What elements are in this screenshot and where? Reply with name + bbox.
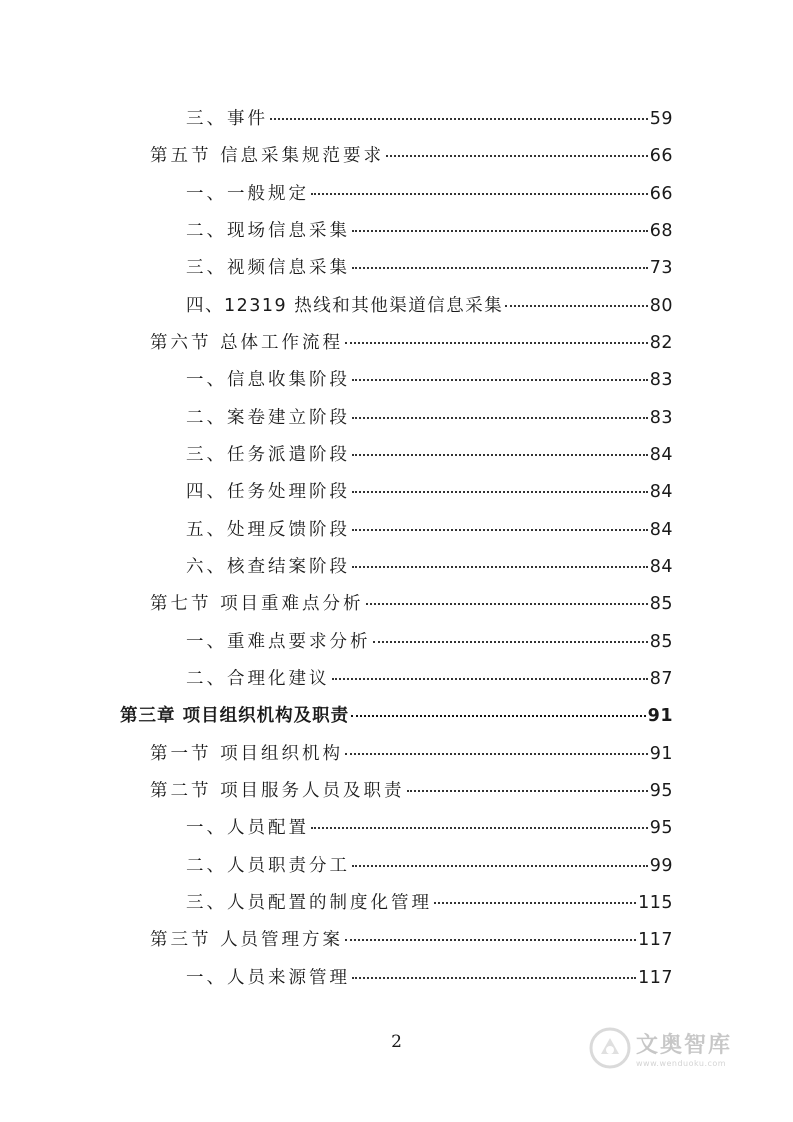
dot-leader [352,267,648,269]
toc-entry-page: 99 [649,856,673,876]
watermark [588,1018,758,1078]
dot-leader [407,790,648,792]
toc-entry-page: 117 [638,930,673,950]
toc-entry-label: 第六节 总体工作流程 [150,333,344,353]
toc-entry-page: 82 [649,333,673,353]
dot-leader [352,977,636,979]
toc-entry[interactable] [150,742,673,766]
dot-leader [345,753,648,755]
dot-leader [345,939,636,941]
toc-entry-label: 四、任务处理阶段 [186,482,350,502]
watermark-brand: 文奥智库 [636,1033,733,1058]
dot-leader [386,155,648,157]
toc-entry-page: 85 [649,632,673,652]
dot-leader [352,491,648,493]
toc-entry-label: 一、人员配置 [186,818,309,838]
toc-entry[interactable] [186,107,673,131]
toc-entry-page: 59 [649,109,673,129]
toc-entry[interactable] [186,480,673,504]
toc-entry-page: 115 [638,893,673,913]
dot-leader [332,678,648,680]
toc-entry[interactable] [186,630,673,654]
toc-entry[interactable] [186,667,673,691]
toc-entry-page: 117 [638,968,673,988]
toc-entry-label: 第三章 项目组织机构及职责 [120,706,350,726]
toc-entry-page: 95 [649,818,673,838]
dot-leader [434,902,636,904]
toc-entry-page: 95 [649,781,673,801]
toc-chapter-entry[interactable] [120,704,673,728]
toc-entry-label: 三、事件 [186,109,268,129]
toc-entry[interactable] [186,518,673,542]
toc-entry-page: 80 [649,296,673,316]
toc-entry-label: 五、处理反馈阶段 [186,520,350,540]
watermark-url: www.wenduoku.com [636,1059,727,1068]
toc-entry[interactable] [186,368,673,392]
dot-leader [270,118,648,120]
toc-entry[interactable] [186,256,673,280]
toc-entry[interactable] [150,779,673,803]
toc-entry[interactable] [186,966,673,990]
toc-entry-label: 一、一般规定 [186,184,309,204]
toc-entry-label: 二、人员职责分工 [186,856,350,876]
toc-entry-label: 一、重难点要求分析 [186,632,371,652]
toc-entry-page: 66 [649,184,673,204]
toc-entry-page: 84 [649,445,673,465]
toc-entry-label: 四、12319 热线和其他渠道信息采集 [186,296,504,316]
dot-leader [311,193,648,195]
toc-entry[interactable] [186,219,673,243]
toc-entry[interactable] [150,331,673,355]
watermark-logo-icon [588,1026,632,1070]
toc-entry-label: 第二节 项目服务人员及职责 [150,781,405,801]
toc-entry-label: 第五节 信息采集规范要求 [150,146,385,166]
toc-entry[interactable] [186,891,673,915]
dot-leader [352,454,648,456]
toc-entry-label: 三、人员配置的制度化管理 [186,893,432,913]
toc-entry-page: 83 [649,370,673,390]
dot-leader [352,566,648,568]
dot-leader [352,865,648,867]
dot-leader [352,417,648,419]
toc-entry-page: 66 [649,146,673,166]
toc-entry-label: 三、视频信息采集 [186,258,350,278]
toc-entry-label: 第一节 项目组织机构 [150,744,344,764]
toc-entry-page: 73 [649,258,673,278]
dot-leader [352,230,648,232]
toc-entry-page: 68 [649,221,673,241]
dot-leader [345,342,648,344]
toc-entry-page: 91 [647,706,673,726]
toc-entry-label: 一、信息收集阶段 [186,370,350,390]
toc-entry[interactable] [186,555,673,579]
dot-leader [352,379,648,381]
toc-entry[interactable] [186,406,673,430]
toc-entry[interactable] [150,928,673,952]
dot-leader [505,305,647,307]
page-number: 2 [391,1032,402,1052]
toc-entry-page: 84 [649,520,673,540]
toc-entry-label: 一、人员来源管理 [186,968,350,988]
toc-entry-page: 83 [649,408,673,428]
dot-leader [373,641,648,643]
toc-entry[interactable] [186,182,673,206]
toc-entry-label: 第七节 项目重难点分析 [150,594,364,614]
toc-entry[interactable] [150,144,673,168]
toc-entry-label: 二、合理化建议 [186,669,330,689]
dot-leader [366,603,648,605]
toc-entry-page: 87 [649,669,673,689]
toc-entry[interactable] [186,854,673,878]
toc-entry-page: 84 [649,482,673,502]
dot-leader [351,715,646,717]
toc-entry[interactable] [150,592,673,616]
toc-entry-page: 85 [649,594,673,614]
toc-entry-label: 二、现场信息采集 [186,221,350,241]
toc-entry-label: 二、案卷建立阶段 [186,408,350,428]
toc-entry[interactable] [186,443,673,467]
toc-entry-page: 91 [649,744,673,764]
dot-leader [352,529,648,531]
toc-entry[interactable] [186,294,673,318]
toc-entry-label: 第三节 人员管理方案 [150,930,344,950]
toc-entry[interactable] [186,816,673,840]
toc-entry-label: 三、任务派遣阶段 [186,445,350,465]
toc-entry-label: 六、核查结案阶段 [186,557,350,577]
toc-entry-page: 84 [649,557,673,577]
dot-leader [311,827,648,829]
